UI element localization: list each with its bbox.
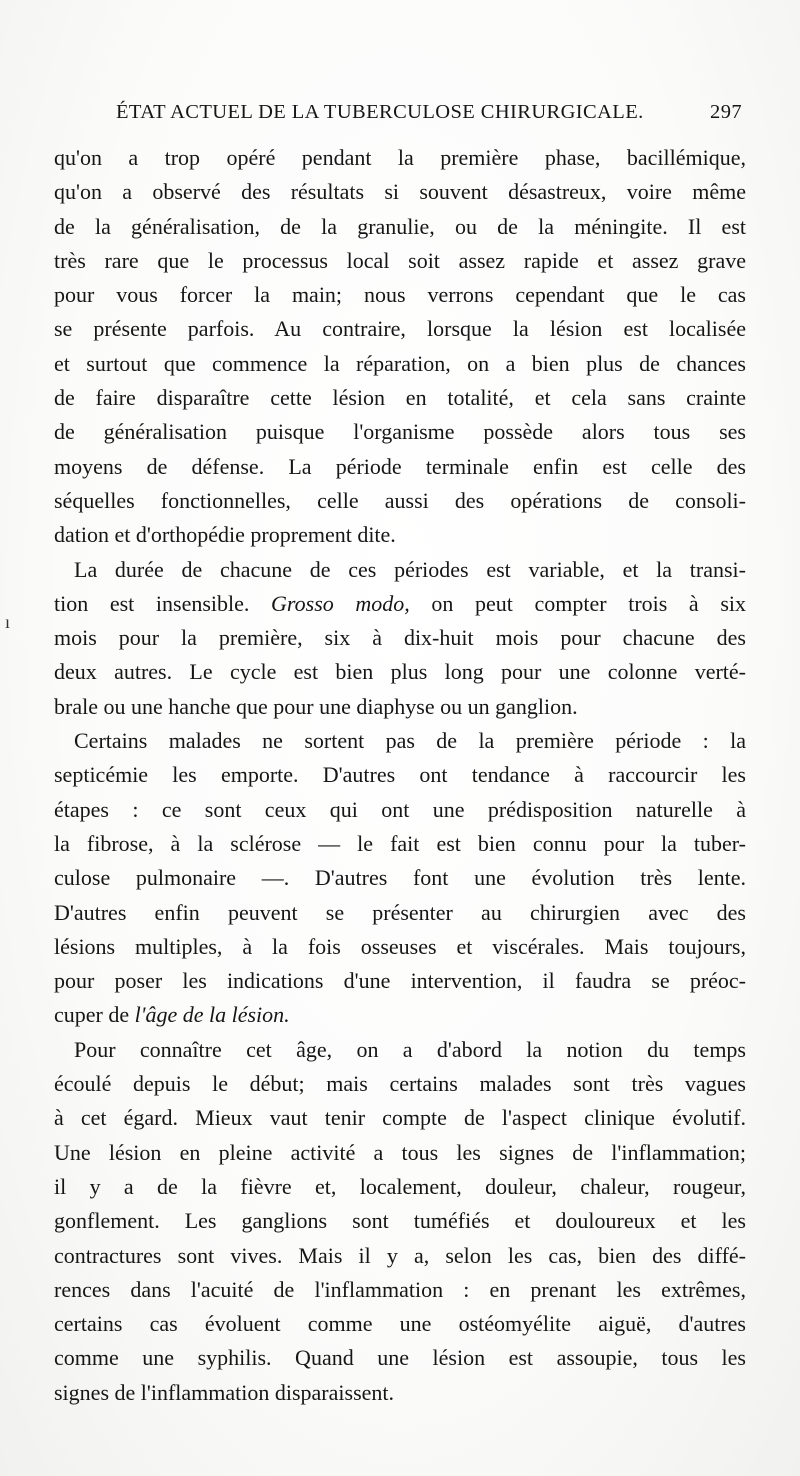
text-line: Certains malades ne sortent pas de la première période : la bbox=[74, 728, 746, 754]
text-line: pour vous forcer la main; nous verrons cependant que le cas bbox=[54, 282, 746, 308]
text-line: comme une syphilis. Quand une lésion est assoupie, tous les bbox=[54, 1345, 746, 1371]
text-line: la fibrose, à la sclérose — le fait est bien connu pour la tuber- bbox=[54, 830, 746, 856]
text-line: qu'on a observé des résultats si souvent désastreux, voire même bbox=[54, 179, 746, 205]
page-number: 297 bbox=[710, 101, 742, 123]
text-line: culose pulmonaire —. D'autres font une évolution très lente. bbox=[54, 865, 746, 891]
text-line: contractures sont vives. Mais il y a, selon les cas, bien des diffé- bbox=[54, 1242, 746, 1268]
text-line: signes de l'inflammation disparaissent. bbox=[54, 1379, 395, 1405]
text-line: séquelles fonctionnelles, celle aussi des opérations de consoli- bbox=[54, 487, 746, 513]
margin-mark: ı bbox=[5, 612, 11, 632]
text-line: dation et d'orthopédie proprement dite. bbox=[54, 522, 396, 548]
text-line: D'autres enfin peuvent se présenter au chirurgien avec des bbox=[54, 899, 746, 925]
text-segment: on peut compter trois à six bbox=[409, 590, 746, 616]
text-segment: cuper de bbox=[54, 1002, 135, 1028]
text-line: mois pour la première, six à dix-huit mois pour chacune des bbox=[54, 625, 746, 651]
text-line: pour poser les indications d'une intervention, il faudra se préoc- bbox=[54, 968, 746, 994]
text-line: rences dans l'acuité de l'inflammation : en prenant les extrêmes, bbox=[54, 1276, 746, 1302]
running-title: ÉTAT ACTUEL DE LA TUBERCULOSE CHIRURGICALE. bbox=[116, 101, 644, 123]
text-line: de la généralisation, de la granulie, ou de la méningite. Il est bbox=[54, 213, 746, 239]
text-line: deux autres. Le cycle est bien plus long pour une colonne verté- bbox=[54, 659, 746, 685]
body-text bbox=[54, 141, 746, 1410]
text-line: de faire disparaître cette lésion en totalité, et cela sans crainte bbox=[54, 385, 746, 411]
text-line: lésions multiples, à la fois osseuses et viscérales. Mais toujours, bbox=[54, 933, 746, 959]
text-line bbox=[54, 998, 746, 1032]
italic-text: Grosso modo, bbox=[271, 590, 410, 616]
text-line: septicémie les emporte. D'autres ont tendance à raccourcir les bbox=[54, 762, 746, 788]
text-line: gonflement. Les ganglions sont tuméfiés et douloureux et les bbox=[54, 1208, 746, 1234]
text-line: Pour connaître cet âge, on a d'abord la notion du temps bbox=[74, 1036, 746, 1062]
text-line: se présente parfois. Au contraire, lorsque la lésion est localisée bbox=[54, 316, 746, 342]
text-line: très rare que le processus local soit assez rapide et assez grave bbox=[54, 247, 746, 273]
text-line: de généralisation puisque l'organisme possède alors tous ses bbox=[54, 419, 746, 445]
text-line: qu'on a trop opéré pendant la première phase, bacillémique, bbox=[54, 145, 746, 170]
text-line: brale ou une hanche que pour une diaphyse ou un ganglion. bbox=[54, 693, 578, 719]
text-line: certains cas évoluent comme une ostéomyélite aiguë, d'autres bbox=[54, 1311, 746, 1337]
text-segment: tion est insensible. bbox=[54, 590, 272, 616]
text-line: et surtout que commence la réparation, on a bien plus de chances bbox=[54, 350, 746, 376]
page-header bbox=[54, 101, 746, 131]
italic-text: l'âge de la lésion. bbox=[134, 1002, 290, 1028]
text-line: il y a de la fièvre et, localement, douleur, chaleur, rougeur, bbox=[54, 1173, 746, 1199]
text-line: moyens de défense. La période terminale enfin est celle des bbox=[54, 453, 746, 479]
text-line bbox=[54, 587, 746, 621]
text-line: étapes : ce sont ceux qui ont une prédisposition naturelle à bbox=[54, 796, 746, 822]
text-line: La durée de chacune de ces périodes est variable, et la transi- bbox=[74, 556, 746, 582]
text-line: Une lésion en pleine activité a tous les signes de l'inflammation; bbox=[54, 1139, 746, 1165]
text-line: écoulé depuis le début; mais certains malades sont très vagues bbox=[54, 1071, 746, 1097]
text-line: à cet égard. Mieux vaut tenir compte de l'aspect clinique évolutif. bbox=[54, 1105, 746, 1131]
